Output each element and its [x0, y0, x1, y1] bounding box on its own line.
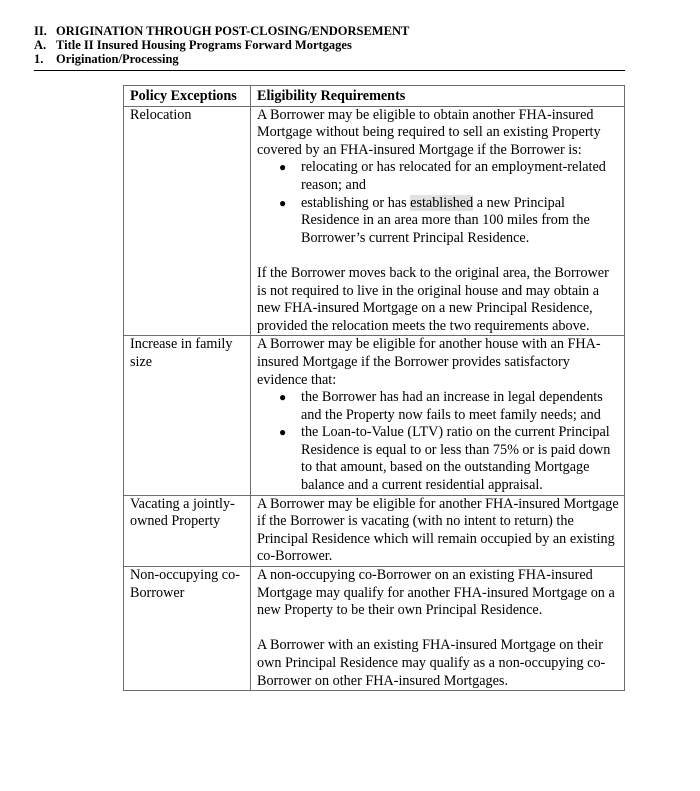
requirement-text: A Borrower may be eligible for another FHA-insured Mortgage if the Borrower is vacating (with no intent to return) the Principal Residence which will remain occupied by an existing co-Borrower. — [257, 495, 619, 565]
requirement-intro: A Borrower may be eligible for another house with an FHA-insured Mortgage if the Borrower provides satisfactory evidence that: — [257, 336, 601, 388]
column-header-policy-exceptions: Policy Exceptions — [124, 86, 251, 107]
item-number: 1. — [34, 52, 44, 66]
policy-exceptions-table — [123, 85, 625, 691]
requirements-cell — [251, 495, 625, 566]
requirement-text: A non-occupying co-Borrower on an existing FHA-insured Mortgage may qualify for another FHA-insured Mortgage on a new Property to be their own Principal Residence. — [257, 567, 615, 619]
item-title: Origination/Processing — [56, 52, 179, 66]
document-header — [34, 24, 625, 66]
table-header-row — [124, 86, 625, 107]
column-header-eligibility-requirements: Eligibility Requirements — [251, 86, 625, 107]
bullet-icon: ● — [279, 160, 287, 175]
requirement-intro: A Borrower may be eligible to obtain another FHA-insured Mortgage without being required to sell an existing Property covered by an FHA-insured Mortgage if the Borrower is: — [257, 106, 601, 158]
policy-cell: Relocation — [124, 106, 251, 336]
subsection-title: Title II Insured Housing Programs Forward Mortgages — [56, 38, 352, 52]
bullet-icon: ● — [279, 390, 287, 405]
policy-cell: Vacating a jointly-owned Property — [124, 495, 251, 566]
requirement-bullet-list — [257, 159, 620, 247]
header-divider — [34, 70, 625, 71]
table-row-increase-in-family-size — [124, 336, 625, 495]
table-row-vacating-jointly-owned-property — [124, 495, 625, 566]
requirement-note: If the Borrower moves back to the original area, the Borrower is not required to live in the original house and may obtain a new FHA-insured Mortgage on a new Principal Residence, provided the relocation meets the two requirements above. — [257, 264, 609, 334]
policy-cell: Non-occupying co-Borrower — [124, 567, 251, 691]
section-number: II. — [34, 24, 47, 38]
table-row-relocation — [124, 106, 625, 336]
requirements-cell — [251, 567, 625, 691]
requirement-note: A Borrower with an existing FHA-insured Mortgage on their own Principal Residence may qualify as a non-occupying co-Borrower on other FHA-insured Mortgages. — [257, 637, 606, 689]
list-item: ● relocating or has relocated for an employment-related reason; and — [279, 159, 606, 193]
highlighted-text: established — [410, 194, 474, 211]
section-heading — [34, 24, 625, 38]
bullet-icon: ● — [279, 195, 287, 210]
section-title: ORIGINATION THROUGH POST-CLOSING/ENDORSEMENT — [56, 24, 410, 38]
requirements-cell — [251, 336, 625, 495]
subsection-heading — [34, 38, 625, 52]
bullet-icon: ● — [279, 425, 287, 440]
table-row-non-occupying-co-borrower — [124, 567, 625, 691]
list-item: ● the Loan-to-Value (LTV) ratio on the current Principal Residence is equal to or less than 75% or is paid down to that amount, based on the outstanding Mortgage balance and a current residential appraisal. — [279, 424, 611, 494]
requirement-bullet-list — [257, 389, 620, 495]
subsection-number: A. — [34, 38, 47, 52]
item-heading — [34, 52, 625, 66]
requirements-cell — [251, 106, 625, 336]
list-item: ● establishing or has established a new Principal Residence in an area more than 100 miles from the Borrower’s current Principal Residence. — [279, 194, 590, 246]
list-item: ● the Borrower has had an increase in legal dependents and the Property now fails to meet family needs; and — [279, 389, 603, 423]
policy-cell: Increase in family size — [124, 336, 251, 495]
